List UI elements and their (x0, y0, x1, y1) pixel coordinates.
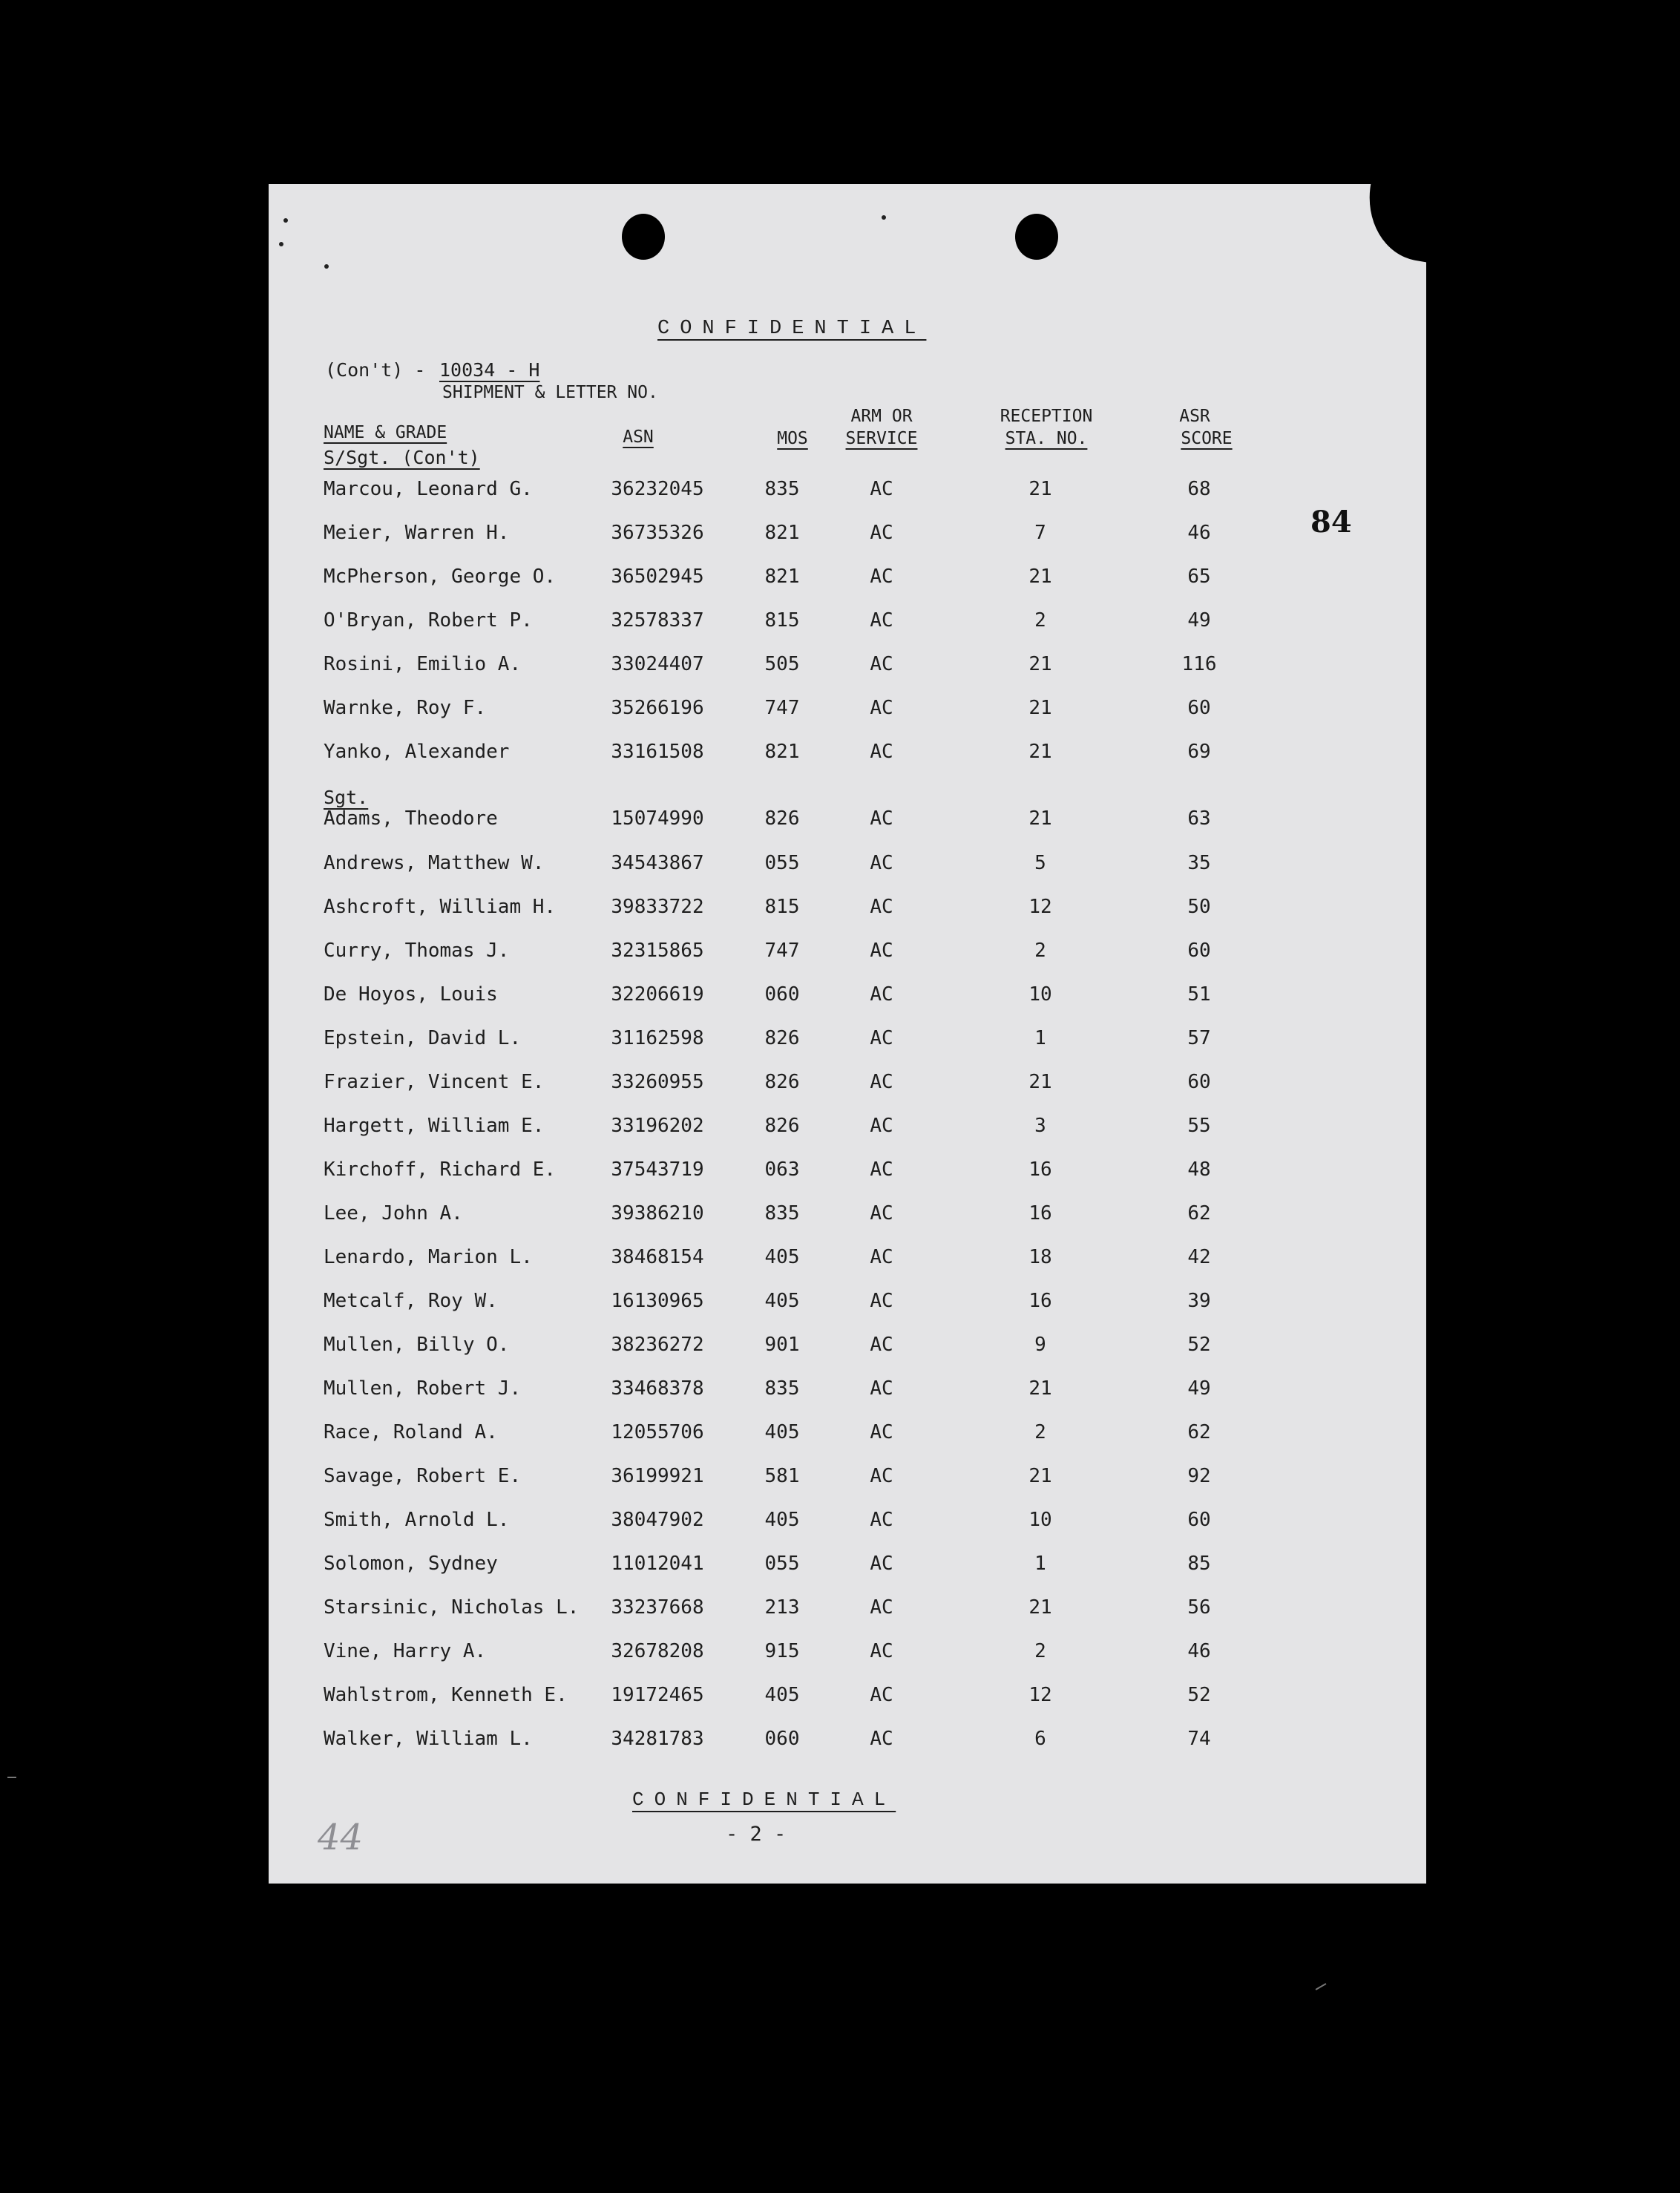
speck (882, 215, 886, 220)
col-header-asr-line2: SCORE (1181, 429, 1233, 448)
row-asn: 16130965 (611, 1290, 704, 1312)
row-sta: 21 (1028, 566, 1052, 588)
row-sta: 2 (1034, 609, 1046, 632)
page-number: - 2 - (726, 1823, 787, 1846)
letter-number: 10034 - H (439, 359, 540, 381)
row-sta: 10 (1028, 1509, 1052, 1531)
row-arm: AC (870, 1465, 893, 1487)
row-asr: 52 (1187, 1334, 1211, 1356)
row-mos: 405 (764, 1509, 800, 1531)
row-asn: 11012041 (611, 1553, 704, 1575)
row-mos: 505 (764, 653, 800, 675)
row-asn: 34543867 (611, 852, 704, 874)
row-asr: 49 (1187, 1377, 1211, 1400)
row-asn: 32206619 (611, 983, 704, 1006)
speck (324, 264, 329, 269)
row-mos: 826 (764, 1071, 800, 1093)
row-sta: 21 (1028, 1596, 1052, 1619)
row-asn: 33024407 (611, 653, 704, 675)
row-mos: 821 (764, 522, 800, 544)
row-sta: 18 (1028, 1246, 1052, 1268)
row-asr: 74 (1187, 1728, 1211, 1750)
row-asn: 33196202 (611, 1115, 704, 1137)
row-name: Frazier, Vincent E. (324, 1071, 545, 1093)
row-asn: 36502945 (611, 566, 704, 588)
row-name: Meier, Warren H. (324, 522, 510, 544)
row-name: O'Bryan, Robert P. (324, 609, 533, 632)
row-asr: 63 (1187, 807, 1211, 830)
row-arm: AC (870, 807, 893, 830)
row-asr: 62 (1187, 1202, 1211, 1225)
row-arm: AC (870, 609, 893, 632)
row-asn: 33260955 (611, 1071, 704, 1093)
col-header-mos: MOS (777, 429, 808, 448)
row-arm: AC (870, 983, 893, 1006)
row-name: Vine, Harry A. (324, 1640, 487, 1662)
col-header-sta-line1: RECEPTION (1000, 407, 1093, 426)
row-asr: 46 (1187, 1640, 1211, 1662)
row-name: Solomon, Sydney (324, 1553, 498, 1575)
row-mos: 581 (764, 1465, 800, 1487)
row-sta: 21 (1028, 697, 1052, 719)
row-sta: 5 (1034, 852, 1046, 874)
row-sta: 21 (1028, 1377, 1052, 1400)
row-asr: 92 (1187, 1465, 1211, 1487)
row-arm: AC (870, 1202, 893, 1225)
row-asn: 38468154 (611, 1246, 704, 1268)
row-arm: AC (870, 741, 893, 763)
torn-corner (1359, 184, 1426, 265)
row-name: Metcalf, Roy W. (324, 1290, 498, 1312)
row-asr: 60 (1187, 1509, 1211, 1531)
row-asn: 36735326 (611, 522, 704, 544)
row-arm: AC (870, 1027, 893, 1049)
row-mos: 055 (764, 852, 800, 874)
row-asr: 42 (1187, 1246, 1211, 1268)
col-header-name-grade: NAME & GRADE (324, 423, 447, 442)
confidential-header-stamp: CONFIDENTIAL (657, 318, 927, 340)
row-asn: 32315865 (611, 940, 704, 962)
row-name: Epstein, David L. (324, 1027, 522, 1049)
row-asr: 35 (1187, 852, 1211, 874)
row-arm: AC (870, 1246, 893, 1268)
col-header-asr-line1: ASR (1179, 407, 1210, 426)
row-name: Adams, Theodore (324, 807, 498, 830)
row-name: Kirchoff, Richard E. (324, 1158, 557, 1181)
row-mos: 055 (764, 1553, 800, 1575)
row-asr: 49 (1187, 609, 1211, 632)
row-name: Starsinic, Nicholas L. (324, 1596, 580, 1619)
row-mos: 405 (764, 1684, 800, 1706)
row-asr: 85 (1187, 1553, 1211, 1575)
row-asn: 33161508 (611, 741, 704, 763)
row-arm: AC (870, 1158, 893, 1181)
row-sta: 9 (1034, 1334, 1046, 1356)
row-mos: 405 (764, 1246, 800, 1268)
row-arm: AC (870, 522, 893, 544)
shipment-label: SHIPMENT & LETTER NO. (442, 383, 658, 402)
row-asn: 31162598 (611, 1027, 704, 1049)
row-arm: AC (870, 940, 893, 962)
row-arm: AC (870, 1290, 893, 1312)
row-mos: 826 (764, 807, 800, 830)
speck (279, 242, 283, 246)
row-mos: 821 (764, 566, 800, 588)
row-mos: 901 (764, 1334, 800, 1356)
row-asn: 35266196 (611, 697, 704, 719)
row-asr: 68 (1187, 478, 1211, 500)
row-mos: 747 (764, 697, 800, 719)
edge-mark (7, 1777, 16, 1778)
row-sta: 16 (1028, 1202, 1052, 1225)
confidential-footer-stamp: CONFIDENTIAL (632, 1789, 896, 1811)
row-asn: 32678208 (611, 1640, 704, 1662)
row-mos: 815 (764, 896, 800, 918)
row-mos: 060 (764, 1728, 800, 1750)
row-arm: AC (870, 1596, 893, 1619)
row-name: Ashcroft, William H. (324, 896, 557, 918)
row-name: Walker, William L. (324, 1728, 533, 1750)
row-sta: 21 (1028, 741, 1052, 763)
col-header-arm-line1: ARM OR (850, 407, 913, 426)
row-name: Mullen, Robert J. (324, 1377, 522, 1400)
row-sta: 16 (1028, 1290, 1052, 1312)
row-mos: 821 (764, 741, 800, 763)
punch-hole-right (1015, 214, 1058, 260)
row-name: Smith, Arnold L. (324, 1509, 510, 1531)
row-arm: AC (870, 1509, 893, 1531)
row-arm: AC (870, 896, 893, 918)
row-asn: 38236272 (611, 1334, 704, 1356)
row-name: Hargett, William E. (324, 1115, 545, 1137)
row-asn: 15074990 (611, 807, 704, 830)
row-sta: 12 (1028, 896, 1052, 918)
row-asn: 33468378 (611, 1377, 704, 1400)
row-asn: 36232045 (611, 478, 704, 500)
row-sta: 12 (1028, 1684, 1052, 1706)
row-asn: 12055706 (611, 1421, 704, 1443)
row-arm: AC (870, 1115, 893, 1137)
row-arm: AC (870, 566, 893, 588)
row-mos: 815 (764, 609, 800, 632)
row-arm: AC (870, 653, 893, 675)
col-header-arm-line2: SERVICE (845, 429, 918, 448)
margin-page-number: 84 (1310, 505, 1352, 540)
row-mos: 063 (764, 1158, 800, 1181)
row-asr: 52 (1187, 1684, 1211, 1706)
row-asr: 62 (1187, 1421, 1211, 1443)
row-asn: 34281783 (611, 1728, 704, 1750)
row-arm: AC (870, 697, 893, 719)
row-asn: 37543719 (611, 1158, 704, 1181)
row-name: Warnke, Roy F. (324, 697, 487, 719)
row-sta: 6 (1034, 1728, 1046, 1750)
row-name: Rosini, Emilio A. (324, 653, 522, 675)
row-asn: 32578337 (611, 609, 704, 632)
row-arm: AC (870, 1553, 893, 1575)
row-mos: 915 (764, 1640, 800, 1662)
grade-heading: S/Sgt. (Con't) (324, 447, 480, 468)
document-page (269, 184, 1426, 1884)
row-asr: 56 (1187, 1596, 1211, 1619)
row-mos: 835 (764, 1202, 800, 1225)
row-name: Andrews, Matthew W. (324, 852, 545, 874)
row-arm: AC (870, 852, 893, 874)
row-arm: AC (870, 1640, 893, 1662)
row-name: Marcou, Leonard G. (324, 478, 533, 500)
row-name: De Hoyos, Louis (324, 983, 498, 1006)
row-asn: 38047902 (611, 1509, 704, 1531)
row-arm: AC (870, 1421, 893, 1443)
row-asn: 33237668 (611, 1596, 704, 1619)
row-name: Wahlstrom, Kenneth E. (324, 1684, 568, 1706)
row-asr: 60 (1187, 697, 1211, 719)
row-asn: 39386210 (611, 1202, 704, 1225)
row-arm: AC (870, 1334, 893, 1356)
row-name: Race, Roland A. (324, 1421, 498, 1443)
row-asr: 51 (1187, 983, 1211, 1006)
row-asr: 60 (1187, 940, 1211, 962)
row-sta: 21 (1028, 478, 1052, 500)
row-name: McPherson, George O. (324, 566, 557, 588)
row-sta: 10 (1028, 983, 1052, 1006)
row-asn: 36199921 (611, 1465, 704, 1487)
col-header-sta-line2: STA. NO. (1005, 429, 1088, 448)
row-asr: 50 (1187, 896, 1211, 918)
row-name: Yanko, Alexander (324, 741, 510, 763)
row-arm: AC (870, 1684, 893, 1706)
handwritten-note: 44 (318, 1817, 364, 1858)
row-name: Curry, Thomas J. (324, 940, 510, 962)
edge-mark (1316, 1983, 1327, 1990)
col-header-asn: ASN (623, 427, 654, 447)
row-name: Savage, Robert E. (324, 1465, 522, 1487)
row-mos: 826 (764, 1115, 800, 1137)
row-asr: 46 (1187, 522, 1211, 544)
continued-label: (Con't) - (325, 359, 426, 381)
row-sta: 3 (1034, 1115, 1046, 1137)
row-mos: 826 (764, 1027, 800, 1049)
row-mos: 060 (764, 983, 800, 1006)
row-arm: AC (870, 1728, 893, 1750)
speck (283, 218, 288, 223)
row-name: Lee, John A. (324, 1202, 463, 1225)
row-sta: 2 (1034, 1640, 1046, 1662)
row-name: Mullen, Billy O. (324, 1334, 510, 1356)
row-sta: 21 (1028, 1465, 1052, 1487)
row-mos: 747 (764, 940, 800, 962)
row-name: Lenardo, Marion L. (324, 1246, 533, 1268)
row-arm: AC (870, 1071, 893, 1093)
row-sta: 16 (1028, 1158, 1052, 1181)
row-asr: 57 (1187, 1027, 1211, 1049)
row-asn: 19172465 (611, 1684, 704, 1706)
row-asr: 69 (1187, 741, 1211, 763)
row-sta: 21 (1028, 653, 1052, 675)
row-asr: 60 (1187, 1071, 1211, 1093)
row-sta: 1 (1034, 1553, 1046, 1575)
punch-hole-left (622, 214, 665, 260)
row-sta: 21 (1028, 1071, 1052, 1093)
row-sta: 1 (1034, 1027, 1046, 1049)
row-asr: 55 (1187, 1115, 1211, 1137)
grade-heading: Sgt. (324, 787, 369, 808)
row-asn: 39833722 (611, 896, 704, 918)
row-arm: AC (870, 478, 893, 500)
row-asr: 65 (1187, 566, 1211, 588)
row-mos: 835 (764, 1377, 800, 1400)
row-asr: 116 (1181, 653, 1217, 675)
row-sta: 21 (1028, 807, 1052, 830)
row-sta: 2 (1034, 940, 1046, 962)
row-sta: 7 (1034, 522, 1046, 544)
row-sta: 2 (1034, 1421, 1046, 1443)
row-mos: 213 (764, 1596, 800, 1619)
row-asr: 39 (1187, 1290, 1211, 1312)
row-arm: AC (870, 1377, 893, 1400)
row-mos: 835 (764, 478, 800, 500)
row-mos: 405 (764, 1290, 800, 1312)
row-mos: 405 (764, 1421, 800, 1443)
row-asr: 48 (1187, 1158, 1211, 1181)
